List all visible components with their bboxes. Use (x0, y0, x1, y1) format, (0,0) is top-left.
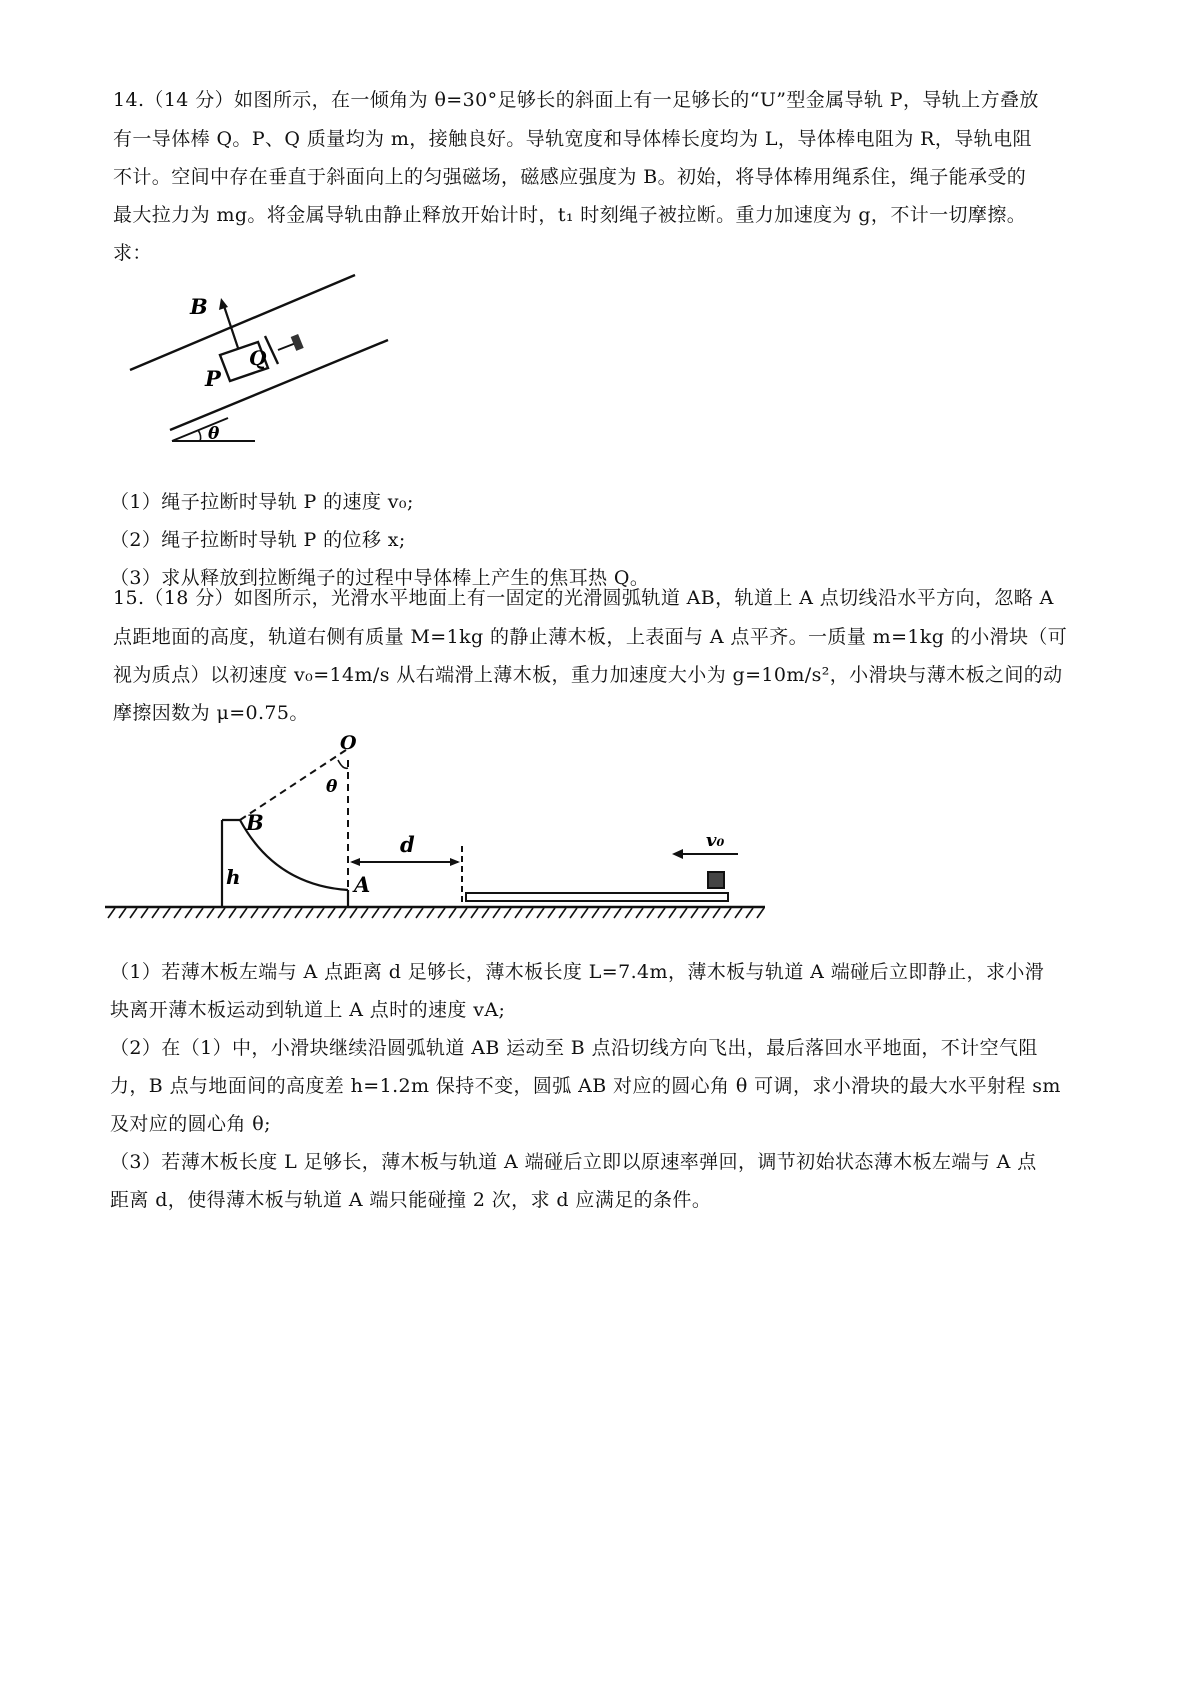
ground-hatch-mark (229, 908, 236, 918)
arrowhead-icon (219, 298, 228, 310)
ground-hatch-mark (438, 908, 445, 918)
arrowhead-v0-icon (672, 849, 683, 859)
ground-hatch-mark (361, 908, 368, 918)
q15-sub-1-line-2: 块离开薄木板运动到轨道上 A 点时的速度 vA; (110, 999, 506, 1021)
label-q: Q (249, 346, 267, 370)
ground-hatch-mark (328, 908, 335, 918)
ground-hatch-mark (284, 908, 291, 918)
label-theta: θ (326, 777, 338, 797)
q15-sub-2-line-1: （2）在（1）中，小滑块继续沿圆弧轨道 AB 运动至 B 点沿切线方向飞出，最后落回水平地面，不计空气阻 (110, 1037, 1038, 1059)
ground-hatching (108, 908, 764, 918)
arrowhead-right-icon (450, 858, 460, 866)
ground-hatch-mark (493, 908, 500, 918)
ground-hatch-mark (746, 908, 753, 918)
ground-hatch-mark (647, 908, 654, 918)
q14-stem-line-5: 求： (113, 242, 152, 264)
ground-hatch-mark (251, 908, 258, 918)
ground-hatch-mark (680, 908, 687, 918)
ground-hatch-mark (196, 908, 203, 918)
ground-hatch-mark (592, 908, 599, 918)
q14-stem-line-3: 不计。空间中存在垂直于斜面向上的匀强磁场，磁感应强度为 B。初始，将导体棒用绳系住，绳子能承受的 (113, 166, 1027, 188)
q15-stem-line-3: 视为质点）以初速度 v₀=14m/s 从右端滑上薄木板，重力加速度大小为 g=10m/s²，小滑块与薄木板之间的动 (113, 664, 1063, 686)
ground-hatch-mark (603, 908, 610, 918)
ground-hatch-mark (735, 908, 742, 918)
plank (466, 893, 728, 901)
q15-sub-2-line-2: 力，B 点与地面间的高度差 h=1.2m 保持不变，圆弧 AB 对应的圆心角 θ 可调，求小滑块的最大水平射程 sm (110, 1075, 1061, 1097)
ground-hatch-mark (691, 908, 698, 918)
label-a: A (354, 872, 371, 897)
q15-sub-3-line-2: 距离 d，使得薄木板与轨道 A 端只能碰撞 2 次，求 d 应满足的条件。 (110, 1189, 712, 1211)
ground-hatch-mark (130, 908, 137, 918)
label-v0: v₀ (706, 830, 725, 851)
q14-figure-incline (120, 280, 430, 495)
ground-hatch-mark (471, 908, 478, 918)
label-p: P (205, 366, 221, 391)
ground-hatch-mark (427, 908, 434, 918)
magnetic-field-arrow (224, 306, 238, 348)
ground-hatch-mark (515, 908, 522, 918)
q15-figure-track (100, 732, 800, 940)
rail-lower-line (170, 340, 388, 430)
ground-hatch-mark (724, 908, 731, 918)
ground-hatch-mark (449, 908, 456, 918)
ground-hatch-mark (504, 908, 511, 918)
q15-sub-1-line-1: （1）若薄木板左端与 A 点距离 d 足够长，薄木板长度 L=7.4m，薄木板与轨道 A 端碰后立即静止，求小滑 (110, 961, 1045, 983)
ground-hatch-mark (757, 908, 764, 918)
q14-stem-line-2: 有一导体棒 Q。P、Q 质量均为 m，接触良好。导轨宽度和导体棒长度均为 L，导体棒电阻为 R，导轨电阻 (113, 128, 1032, 150)
ground-hatch-mark (185, 908, 192, 918)
ground-hatch-mark (174, 908, 181, 918)
ground-hatch-mark (152, 908, 159, 918)
q14-stem-line-4: 最大拉力为 mg。将金属导轨由静止释放开始计时，t₁ 时刻绳子被拉断。重力加速度为 g，不计一切摩擦。 (113, 204, 1027, 226)
label-d: d (400, 832, 415, 857)
ground-hatch-mark (460, 908, 467, 918)
ground-hatch-mark (713, 908, 720, 918)
q15-sub-3-line-1: （3）若薄木板长度 L 足够长，薄木板与轨道 A 端碰后立即以原速率弹回，调节初始状态薄木板左端与 A 点 (110, 1151, 1037, 1173)
ground-hatch-mark (537, 908, 544, 918)
ground-hatch-mark (119, 908, 126, 918)
ground-hatch-mark (207, 908, 214, 918)
ground-hatch-mark (548, 908, 555, 918)
rope-anchor (291, 334, 304, 351)
slider-block (708, 872, 724, 888)
theta-arc (338, 760, 348, 768)
rail-upper-line (130, 275, 355, 370)
label-b: B (246, 810, 264, 835)
ground-hatch-mark (526, 908, 533, 918)
ground-hatch-mark (383, 908, 390, 918)
ground-hatch-mark (306, 908, 313, 918)
ground-hatch-mark (702, 908, 709, 918)
ground-hatch-mark (581, 908, 588, 918)
ground-hatch-mark (339, 908, 346, 918)
ground-hatch-mark (559, 908, 566, 918)
ground-hatch-mark (372, 908, 379, 918)
ground-hatch-mark (350, 908, 357, 918)
ground-hatch-mark (262, 908, 269, 918)
label-b: B (190, 294, 208, 319)
q14-stem-line-1: 14.（14 分）如图所示，在一倾角为 θ=30°足够长的斜面上有一足够长的“U”型金属导轨 P，导轨上方叠放 (113, 89, 1039, 111)
label-o: O (340, 732, 357, 754)
ground-hatch-mark (625, 908, 632, 918)
angle-arc (198, 430, 201, 441)
ground-hatch-mark (240, 908, 247, 918)
ground-hatch-mark (614, 908, 621, 918)
ground-hatch-mark (317, 908, 324, 918)
ground-hatch-mark (163, 908, 170, 918)
q14-sub-1: （1）绳子拉断时导轨 P 的速度 v₀; (110, 491, 414, 513)
ground-hatch-mark (394, 908, 401, 918)
ground-hatch-mark (482, 908, 489, 918)
ground-hatch-mark (273, 908, 280, 918)
ground-hatch-mark (658, 908, 665, 918)
label-h: h (226, 865, 241, 889)
ground-hatch-mark (669, 908, 676, 918)
ground-hatch-mark (108, 908, 115, 918)
ground-hatch-mark (295, 908, 302, 918)
q14-sub-2: （2）绳子拉断时导轨 P 的位移 x; (110, 529, 406, 551)
ground-hatch-mark (218, 908, 225, 918)
ground-hatch-mark (416, 908, 423, 918)
ground-hatch-mark (141, 908, 148, 918)
ground-hatch-mark (405, 908, 412, 918)
q15-stem-line-2: 点距地面的高度，轨道右侧有质量 M=1kg 的静止薄木板，上表面与 A 点平齐。一质量 m=1kg 的小滑块（可 (113, 626, 1068, 648)
rope (278, 343, 296, 350)
label-theta: θ (208, 424, 220, 444)
q15-sub-2-line-3: 及对应的圆心角 θ; (110, 1113, 271, 1135)
arrowhead-left-icon (350, 858, 360, 866)
q15-stem-line-4: 摩擦因数为 μ=0.75。 (113, 702, 309, 724)
conductor-bar-q (265, 336, 278, 364)
q14-sub-3: （3）求从释放到拉断绳子的过程中导体棒上产生的焦耳热 Q。 (110, 567, 650, 589)
q15-stem-line-1: 15.（18 分）如图所示，光滑水平地面上有一固定的光滑圆弧轨道 AB，轨道上 A 点切线沿水平方向，忽略 A (113, 587, 1054, 609)
ground-hatch-mark (570, 908, 577, 918)
ground-hatch-mark (636, 908, 643, 918)
